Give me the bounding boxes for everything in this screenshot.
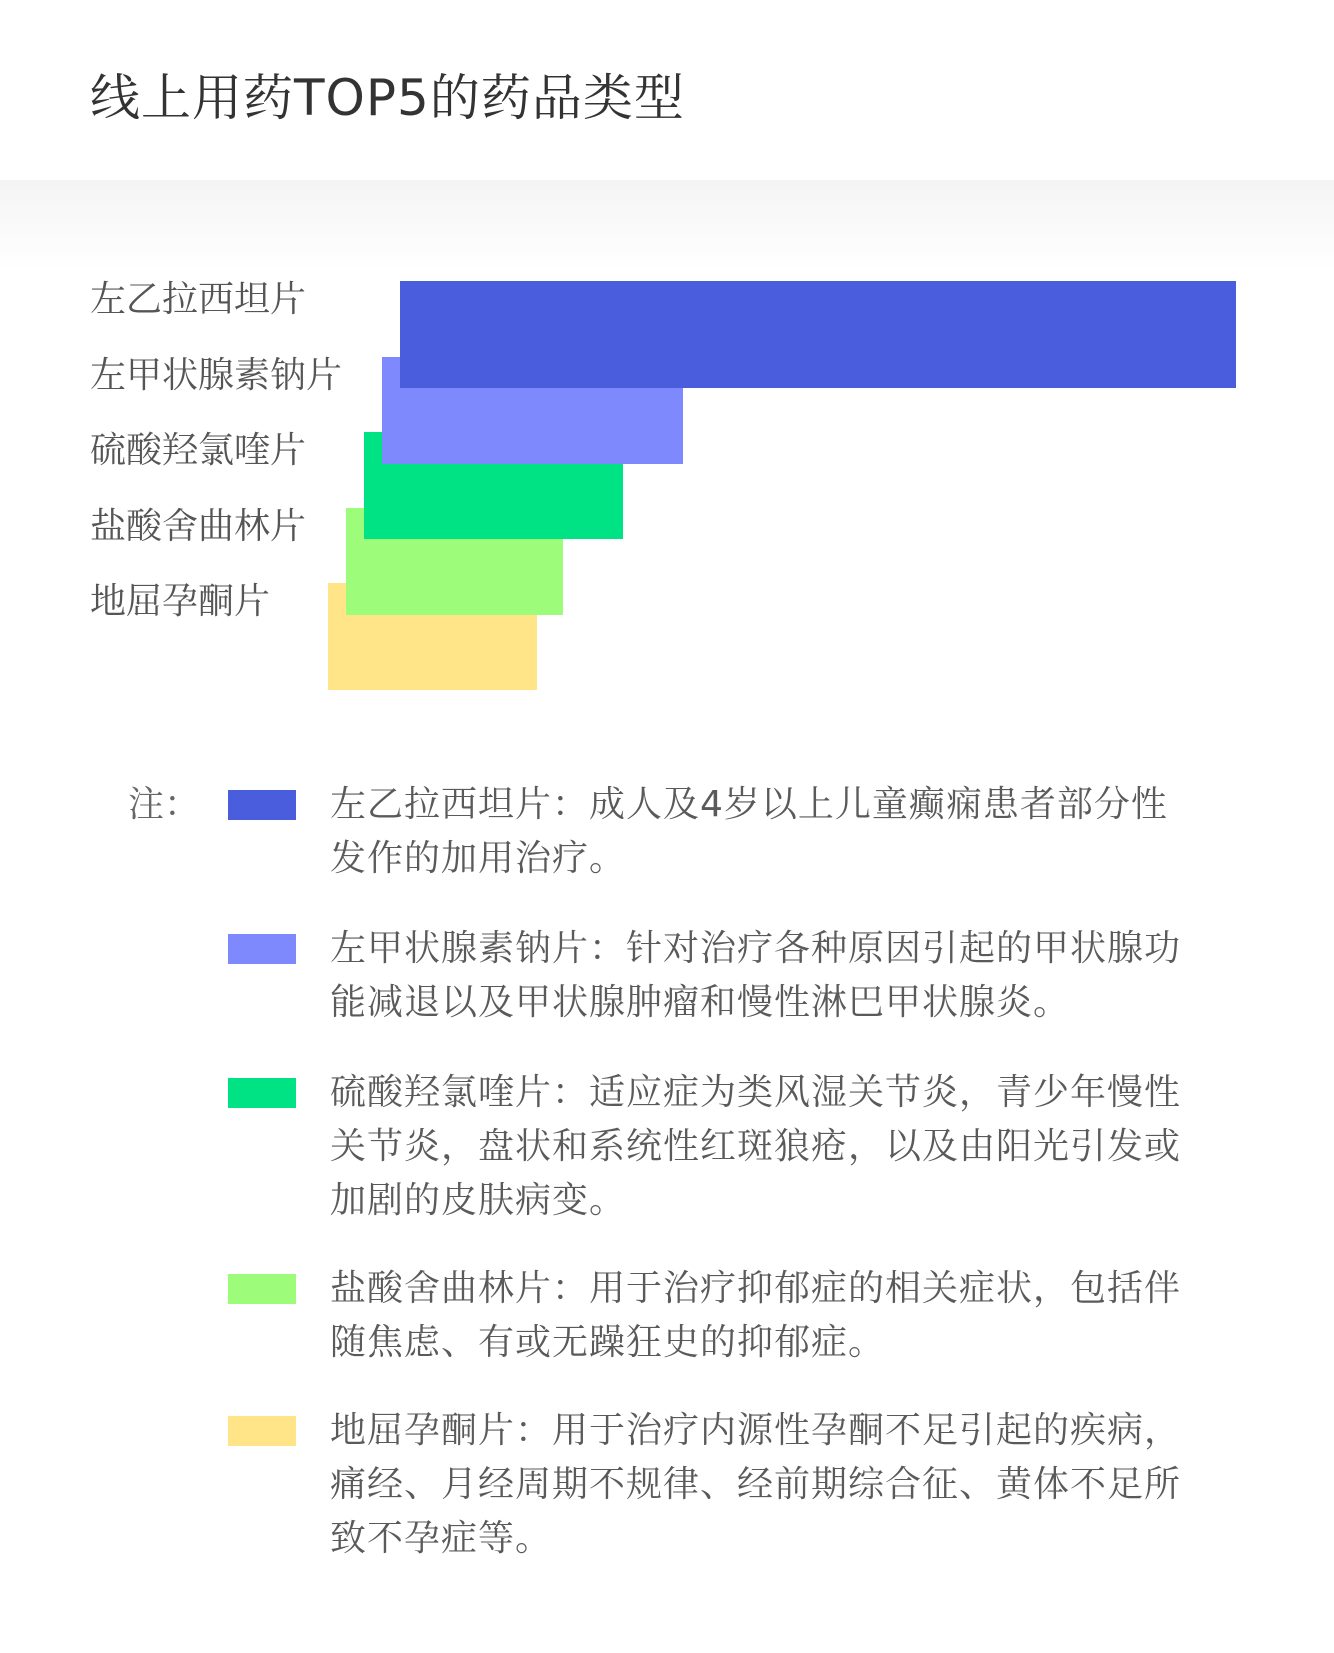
category-label: 左甲状腺素钠片: [90, 354, 343, 396]
category-label: 地屈孕酮片: [90, 581, 271, 622]
bar-chart: [0, 0, 1334, 720]
legend-text: 盐酸舍曲林片：用于治疗抑郁症的相关症状，包括伴随焦虑、有或无躁狂史的抑郁症。: [330, 1268, 1182, 1363]
category-label: 左乙拉西坦片: [90, 279, 307, 320]
legend-text: 左甲状腺素钠片：针对治疗各种原因引起的甲状腺功能减退以及甲状腺肿瘤和慢性淋巴甲状腺炎。: [330, 928, 1182, 1023]
category-label: 盐酸舍曲林片: [90, 505, 307, 547]
legend-swatch: [228, 1078, 296, 1108]
legend-swatch: [228, 790, 296, 820]
legend-text: 地屈孕酮片：用于治疗内源性孕酮不足引起的疾病，痛经、月经周期不规律、经前期综合征、黄体不足所致不孕症等。: [330, 1410, 1182, 1559]
legend-swatch: [228, 1416, 296, 1446]
category-label: 硫酸羟氯喹片: [90, 430, 307, 471]
bar-0: [400, 281, 1236, 388]
chart-title: 线上用药TOP5的药品类型: [90, 69, 685, 127]
notes-label: 注：: [128, 784, 201, 825]
legend-swatch: [228, 934, 296, 964]
legend-text: 左乙拉西坦片：成人及4岁以上儿童癫痫患者部分性发作的加用治疗。: [330, 784, 1168, 879]
legend-text: 硫酸羟氯喹片：适应症为类风湿关节炎，青少年慢性关节炎，盘状和系统性红斑狼疮，以及由阳光引发或加剧的皮肤病变。: [330, 1072, 1182, 1221]
legend-swatch: [228, 1274, 296, 1304]
